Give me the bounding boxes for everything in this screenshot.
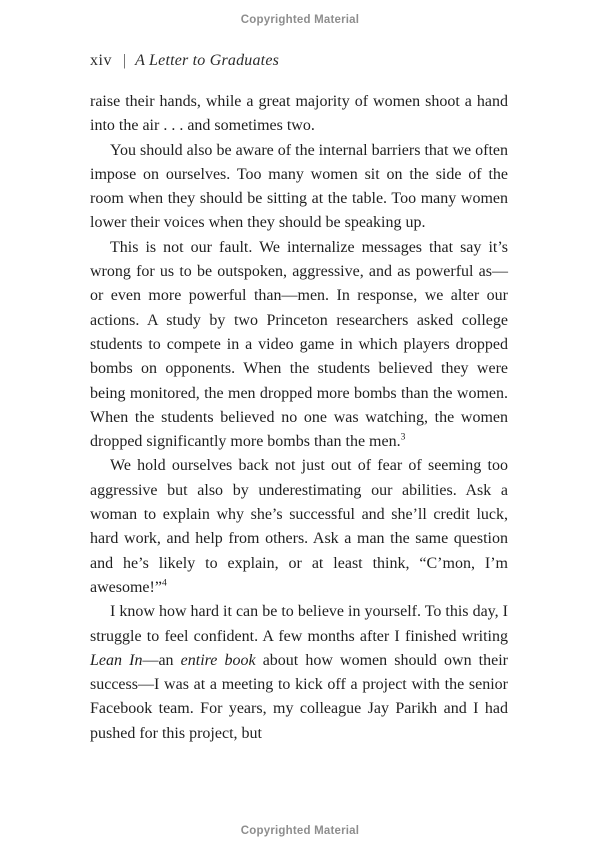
page-body — [90, 90, 508, 746]
running-header — [90, 52, 279, 70]
text-segment: This is not our fault. We internalize messages that say it’s wrong for us to be outspoken, aggressive, and as powerful as—or even more powerful than—men. In response, we alter our actions. A study by two Princeton researchers asked college students to compete in a video game in which players dropped bombs on opponents. When the students believed they were being monitored, the men dropped more bombs than the women. When the students believed no one was watching, the women dropped significantly more bombs than the men. — [90, 238, 508, 451]
text-segment: You should also be aware of the internal barriers that we often impose on ourselves. Too many women sit on the side of the room when they should be sitting at the table. Too many women lower their voices when they should be speaking up. — [90, 141, 508, 232]
paragraph — [90, 139, 508, 236]
header-separator: | — [122, 52, 127, 69]
paragraph — [90, 600, 508, 746]
italic-segment: Lean In — [90, 651, 143, 669]
chapter-title: A Letter to Graduates — [135, 52, 280, 69]
footnote-ref: 3 — [400, 431, 406, 443]
text-segment: —an — [142, 651, 181, 669]
text-segment: We hold ourselves back not just out of fear of seeming too aggressive but also by underestimating our abilities. Ask a woman to explain why she’s successful and she’ll credit luck, hard work, and help from others. Ask a man the same question and he’s likely to explain, or at least think, “C’mon, I’m awesome!” — [90, 457, 508, 596]
copyright-notice-top: Copyrighted Material — [240, 14, 360, 26]
text-segment: about how women should own their success—I was at a meeting to kick off a project with the senior Facebook team. For years, my colleague Jay Parikh and I had pushed for this project, but — [90, 651, 508, 742]
text-segment: I know how hard it can be to believe in yourself. To this day, I struggle to feel confident. A few months after I finished writing — [90, 603, 508, 645]
italic-segment: entire book — [180, 651, 256, 669]
page-number: xiv — [90, 52, 112, 69]
text-segment: raise their hands, while a great majority of women shoot a hand into the air . . . and sometimes two. — [90, 93, 508, 135]
paragraph — [90, 236, 508, 455]
copyright-notice-bottom: Copyrighted Material — [240, 825, 360, 837]
footnote-ref: 4 — [161, 577, 167, 589]
paragraph — [90, 90, 508, 139]
paragraph — [90, 454, 508, 600]
